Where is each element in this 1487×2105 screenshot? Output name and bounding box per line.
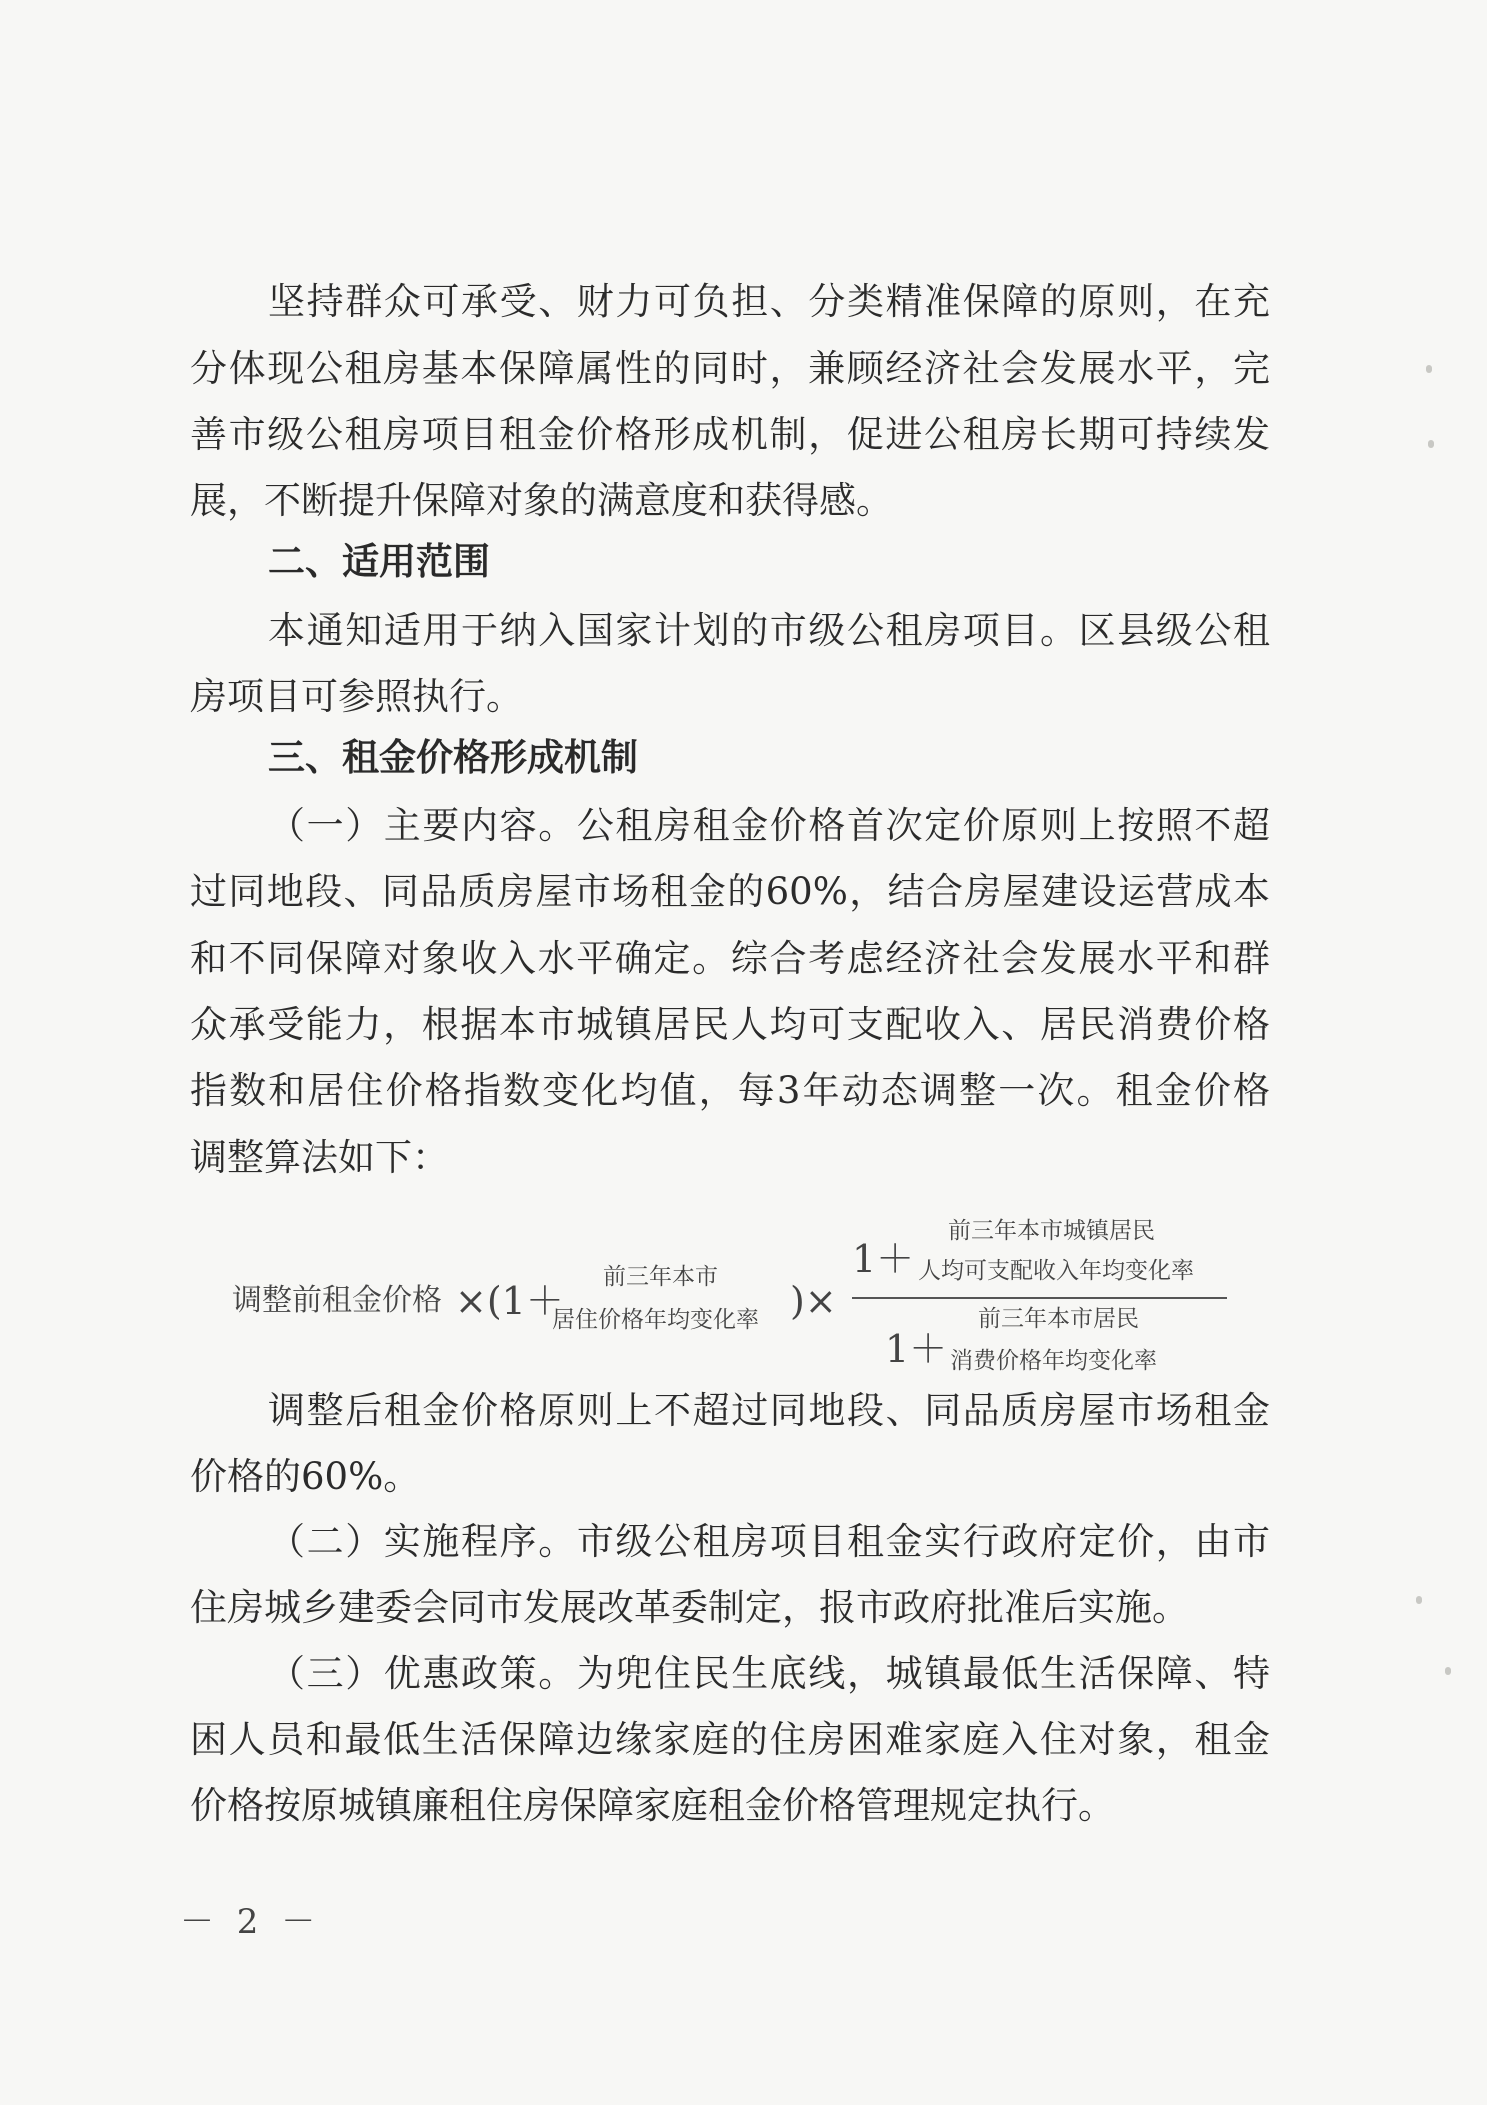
formula-frac1-denominator: 居住价格年均变化率 bbox=[552, 1307, 759, 1333]
formula-close-times: )× bbox=[790, 1279, 837, 1323]
paragraph-line: 本通知适用于纳入国家计划的市级公租房项目。区县级公租 bbox=[268, 609, 1270, 652]
formula-big-denominator-bottom: 消费价格年均变化率 bbox=[950, 1348, 1157, 1374]
paragraph-line: 坚持群众可承受、财力可负担、分类精准保障的原则，在充 bbox=[268, 280, 1270, 323]
paragraph-line bbox=[268, 1652, 1271, 1695]
fraction-bar bbox=[852, 1297, 1227, 1299]
scan-speck bbox=[1426, 365, 1432, 373]
paragraph-line: 困人员和最低生活保障边缘家庭的住房困难家庭入住对象，租金 bbox=[190, 1718, 1270, 1761]
paragraph-line bbox=[268, 1520, 1271, 1563]
paragraph-line: 房项目可参照执行。 bbox=[190, 675, 523, 718]
paragraph-text: 市级公租房项目租金实行政府定价，由市 bbox=[576, 1520, 1271, 1563]
paragraph-line: 众承受能力，根据本市城镇居民人均可支配收入、居民消费价格 bbox=[190, 1003, 1270, 1046]
scan-speck bbox=[1428, 440, 1434, 448]
subsection-label: （二）实施程序。 bbox=[268, 1520, 577, 1563]
paragraph-text: 公租房租金价格首次定价原则上按照不超 bbox=[576, 804, 1271, 847]
paragraph-line: 价格按原城镇廉租住房保障家庭租金价格管理规定执行。 bbox=[190, 1784, 1115, 1827]
paragraph-line: 价格的60%。 bbox=[190, 1455, 421, 1498]
formula-big-numerator-one: 1＋ bbox=[852, 1237, 915, 1281]
scan-speck bbox=[1445, 1667, 1451, 1675]
formula-big-numerator-top: 前三年本市城镇居民 bbox=[948, 1218, 1155, 1244]
paragraph-line: 住房城乡建委会同市发展改革委制定，报市政府批准后实施。 bbox=[190, 1586, 1189, 1629]
paragraph-line: 展，不断提升保障对象的满意度和获得感。 bbox=[190, 479, 893, 522]
formula-times-open: ×(1＋ bbox=[455, 1279, 564, 1323]
paragraph-line: 分体现公租房基本保障属性的同时，兼顾经济社会发展水平，完 bbox=[190, 347, 1270, 390]
page-number: － 2 － bbox=[180, 1902, 322, 1942]
formula-big-numerator-bottom: 人均可支配收入年均变化率 bbox=[918, 1258, 1194, 1284]
paragraph-line: 善市级公租房项目租金价格形成机制，促进公租房长期可持续发 bbox=[190, 413, 1270, 456]
formula-big-denominator-top: 前三年本市居民 bbox=[978, 1306, 1139, 1332]
paragraph-line: 调整算法如下： bbox=[190, 1136, 449, 1179]
formula-prefix: 调整前租金价格 bbox=[232, 1283, 442, 1318]
paragraph-line: 指数和居住价格指数变化均值，每3年动态调整一次。租金价格 bbox=[190, 1069, 1270, 1112]
section-heading: 二、适用范围 bbox=[268, 540, 490, 583]
formula-frac1-numerator: 前三年本市 bbox=[603, 1264, 718, 1290]
paragraph-text: 为兜住民生底线，城镇最低生活保障、特 bbox=[576, 1652, 1271, 1695]
section-heading: 三、租金价格形成机制 bbox=[268, 736, 638, 779]
paragraph-line: 和不同保障对象收入水平确定。综合考虑经济社会发展水平和群 bbox=[190, 937, 1270, 980]
formula-big-denominator-one: 1＋ bbox=[885, 1327, 948, 1371]
paragraph-line: 过同地段、同品质房屋市场租金的60%，结合房屋建设运营成本 bbox=[190, 870, 1270, 913]
subsection-label: （三）优惠政策。 bbox=[268, 1652, 577, 1695]
scan-speck bbox=[1416, 1596, 1422, 1604]
paragraph-line: 调整后租金价格原则上不超过同地段、同品质房屋市场租金 bbox=[268, 1389, 1270, 1432]
paragraph-line bbox=[268, 804, 1271, 847]
subsection-label: （一）主要内容。 bbox=[268, 804, 577, 847]
